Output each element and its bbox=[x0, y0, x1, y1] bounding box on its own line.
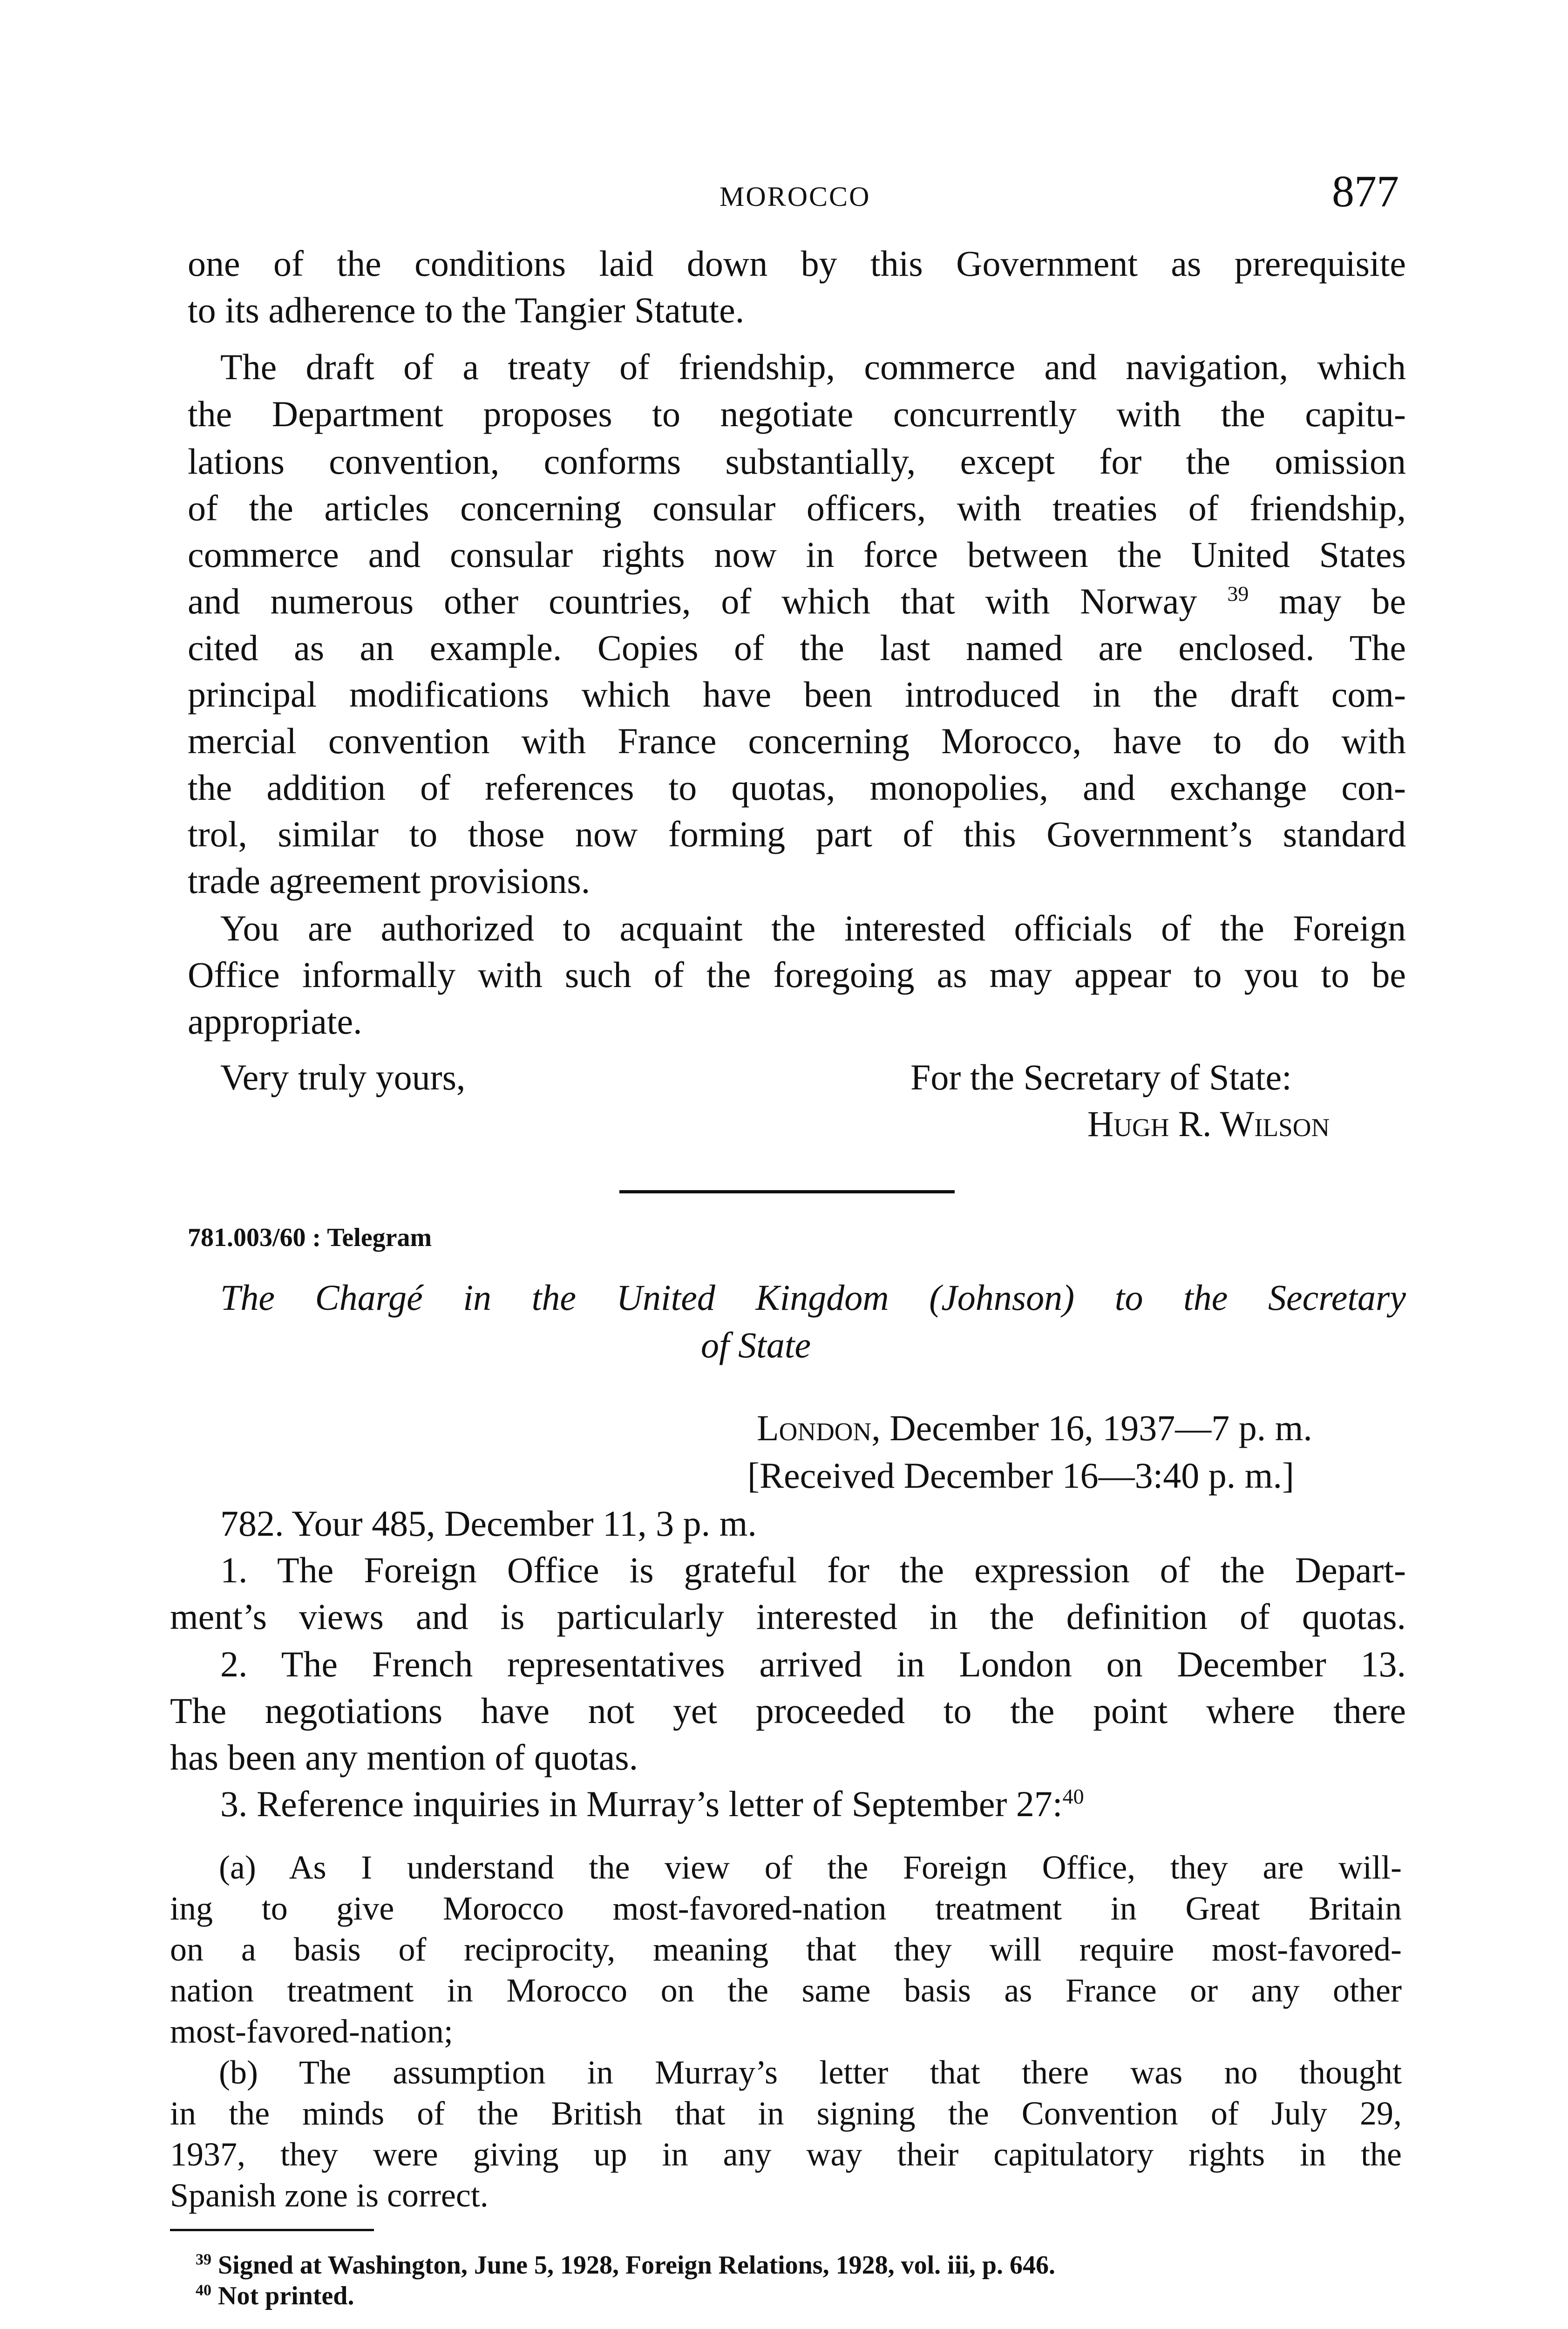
letter-line-norway-start: and numerous other countries, of which that with Norway bbox=[188, 581, 1197, 621]
sub-line: nation treatment in Morocco on the same basis as France or any other bbox=[170, 1972, 1402, 2009]
letter-line: trol, similar to those now forming part of this Government’s standard bbox=[188, 814, 1406, 854]
telegram-line: 1. The Foreign Office is grateful for the expression of the Depart- bbox=[220, 1550, 1406, 1590]
dateline bbox=[757, 1404, 1312, 1452]
running-title: MOROCCO bbox=[720, 181, 871, 212]
telegram-line: has been any mention of quotas. bbox=[170, 1737, 638, 1777]
letter-line: Office informally with such of the foregoing as may appear to you to be bbox=[188, 954, 1406, 995]
letter-line: You are authorized to acquaint the interested officials of the Foreign bbox=[220, 908, 1406, 948]
letter-line: of the articles concerning consular officers, with treaties of friendship, bbox=[188, 488, 1406, 528]
telegram-line: The negotiations have not yet proceeded to the point where there bbox=[170, 1690, 1406, 1731]
letter-line: The draft of a treaty of friendship, commerce and navigation, which bbox=[220, 347, 1406, 387]
telegram-line: 2. The French representatives arrived in London on December 13. bbox=[220, 1644, 1406, 1684]
footnote-divider bbox=[170, 2229, 374, 2231]
section-divider bbox=[619, 1190, 955, 1193]
footnote-ref-39: 39 bbox=[1227, 582, 1249, 606]
sub-line: ing to give Morocco most-favored-nation treatment in Great Britain bbox=[170, 1890, 1402, 1927]
dateline-place: London, bbox=[757, 1408, 881, 1448]
page-number: 877 bbox=[1332, 166, 1399, 216]
letter-line: lations convention, conforms substantially, except for the omission bbox=[188, 441, 1406, 482]
footnote-mark: 39 bbox=[196, 2251, 211, 2268]
for-secretary: For the Secretary of State: bbox=[910, 1057, 1292, 1097]
letter-line: the Department proposes to negotiate concurrently with the capitu- bbox=[188, 394, 1406, 434]
letter-line: cited as an example. Copies of the last named are enclosed. The bbox=[188, 627, 1406, 668]
letter-line-norway bbox=[188, 578, 1406, 625]
sub-line: in the minds of the British that in signing the Convention of July 29, bbox=[170, 2095, 1402, 2132]
letter-line-norway-end: may be bbox=[1279, 581, 1406, 621]
file-reference: 781.003/60 : Telegram bbox=[188, 1223, 432, 1252]
dateline-date: December 16, 1937—7 p. m. bbox=[889, 1408, 1312, 1448]
letter-line: to its adherence to the Tangier Statute. bbox=[188, 290, 745, 330]
letter-line: principal modifications which have been introduced in the draft com- bbox=[188, 674, 1406, 715]
sub-line: 1937, they were giving up in any way their capitulatory rights in the bbox=[170, 2136, 1402, 2173]
footnote-text: Not printed. bbox=[218, 2281, 354, 2310]
footnote-mark: 40 bbox=[196, 2281, 211, 2299]
received-line: [Received December 16—3:40 p. m.] bbox=[747, 1455, 1294, 1496]
sub-line: on a basis of reciprocity, meaning that they will require most-favored- bbox=[170, 1931, 1402, 1968]
signer-name: Hugh R. Wilson bbox=[1087, 1103, 1330, 1144]
telegram-title: The Chargé in the United Kingdom (Johnson) to the Secretary bbox=[220, 1277, 1406, 1318]
reference-text: 3. Reference inquiries in Murray’s letter of September 27: bbox=[220, 1784, 1063, 1824]
sub-line: (b) The assumption in Murray’s letter that there was no thought bbox=[219, 2054, 1402, 2091]
sub-line: (a) As I understand the view of the Foreign Office, they are will- bbox=[219, 1849, 1402, 1886]
telegram-line: 782. Your 485, December 11, 3 p. m. bbox=[220, 1503, 757, 1544]
reference-line bbox=[220, 1780, 1084, 1828]
letter-line: appropriate. bbox=[188, 1001, 362, 1042]
footnote bbox=[196, 2250, 1055, 2281]
telegram-line: ment’s views and is particularly interested in the definition of quotas. bbox=[170, 1596, 1406, 1637]
letter-line: mercial convention with France concerning Morocco, have to do with bbox=[188, 721, 1406, 761]
letter-line: trade agreement provisions. bbox=[188, 860, 591, 901]
telegram-title-cont: of State bbox=[701, 1325, 811, 1365]
sub-line: Spanish zone is correct. bbox=[170, 2177, 489, 2214]
sub-line: most-favored-nation; bbox=[170, 2013, 453, 2050]
letter-line: one of the conditions laid down by this Government as prerequisite bbox=[188, 243, 1406, 284]
footnote-text: Signed at Washington, June 5, 1928, Foreign Relations, 1928, vol. iii, p. 646. bbox=[218, 2251, 1055, 2280]
letter-line: commerce and consular rights now in force between the United States bbox=[188, 534, 1406, 575]
letter-line: the addition of references to quotas, monopolies, and exchange con- bbox=[188, 767, 1406, 808]
closing: Very truly yours, bbox=[220, 1057, 466, 1097]
footnote-ref-40: 40 bbox=[1062, 1784, 1084, 1808]
footnote bbox=[196, 2281, 354, 2311]
